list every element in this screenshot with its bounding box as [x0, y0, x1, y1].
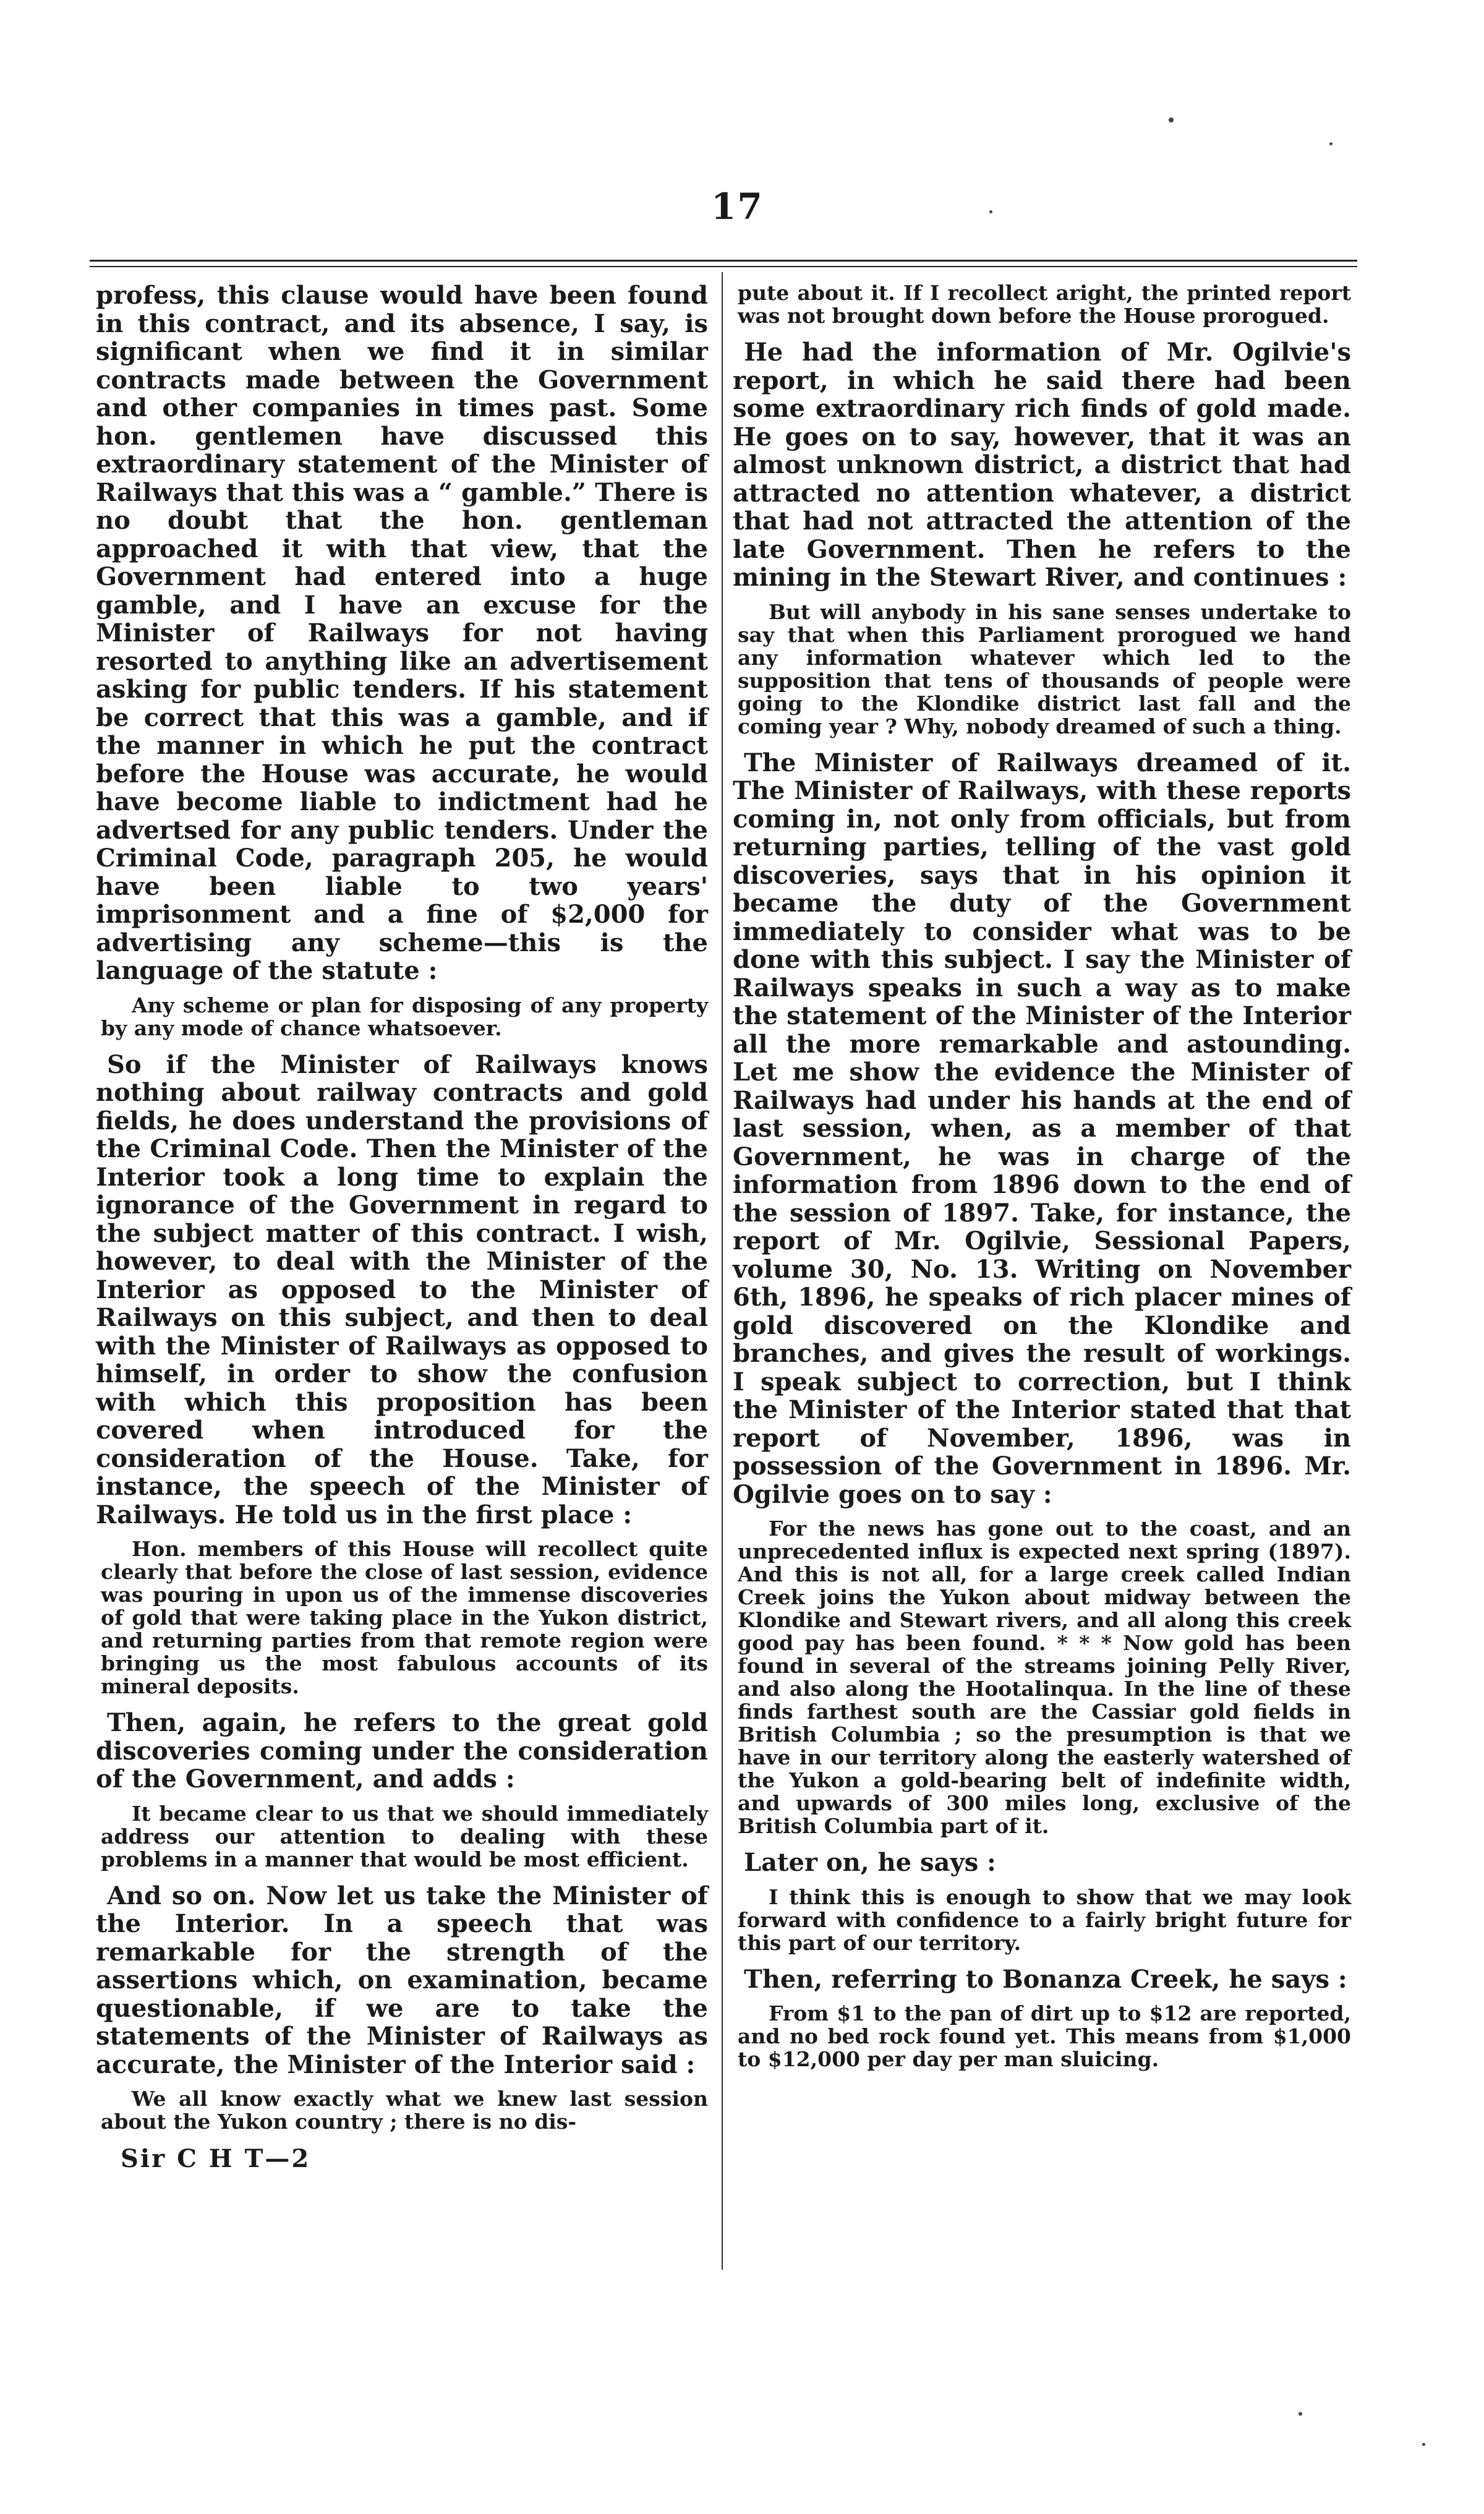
- left-quote-3: It became clear to us that we should immediately address our attention to dealing with these problems in a manner that would be most efficient.: [101, 1801, 708, 1871]
- left-quote-2: Hon. members of this House will recollect quite clearly that before the close of last session, evidence was pouring in upon us of the immense discoveries of gold that were taking place in the Yukon district, and returning parties from that remote region were bringing us the most fabulous accounts of its mineral deposits.: [101, 1537, 708, 1698]
- right-quote-1: pute about it. If I recollect aright, the printed report was not brought down before the House prorogued.: [738, 281, 1351, 328]
- print-speck: [1422, 2443, 1425, 2446]
- left-paragraph-1: profess, this clause would have been found in this contract, and its absence, I say, is significant when we find it in similar contracts made between the Government and other companies in times past. Some hon. gentlemen have discussed this extraordinary statement of the Minister of Railways that this was a “ gamble.” There is no doubt that the hon. gentleman approached it with that view, that the Government had entered into a huge gamble, and I have an excuse for the Minister of Railways for not having resorted to anything like an advertisement asking for public tenders. If his statement be correct that this was a gamble, and if the manner in which he put the contract before the House was accurate, he would have become liable to indictment had he advertsed for any public tenders. Under the Criminal Code, paragraph 205, he would have been liable to two years' imprisonment and a fine of $2,000 for advertising any scheme—this is the language of the statute :: [96, 281, 708, 985]
- right-paragraph-1: He had the information of Mr. Ogilvie's report, in which he said there had been some extraordinary rich finds of gold made. He goes on to say, however, that it was an almost unknown district, a district that had attracted no attention whatever, a district that had not attracted the attention of the late Government. Then he refers to the mining in the Stewart River, and continues :: [733, 338, 1351, 592]
- left-paragraph-2: So if the Minister of Railways knows nothing about railway contracts and gold fields, he does understand the provisions of the Criminal Code. Then the Minister of the Interior took a long time to explain the ignorance of the Government in regard to the subject matter of this contract. I wish, however, to deal with the Minister of the Interior as opposed to the Minister of Railways on this subject, and then to deal with the Minister of Railways as opposed to himself, in order to show the confusion with which this proposition has been covered when introduced for the consideration of the House. Take, for instance, the speech of the Minister of Railways. He told us in the first place :: [96, 1050, 708, 1529]
- right-paragraph-2: The Minister of Railways dreamed of it. The Minister of Railways, with these reports coming in, not only from officials, but from returning parties, telling of the vast gold discoveries, says that in his opinion it became the duty of the Government immediately to consider what was to be done with this subject. I say the Minister of Railways speaks in such a way as to make the statement of the Minister of the Interior all the more remarkable and astounding. Let me show the evidence the Minister of Railways had under his hands at the end of last session, when, as a member of that Government, he was in charge of the information from 1896 down to the end of the session of 1897. Take, for instance, the report of Mr. Ogilvie, Sessional Papers, volume 30, No. 13. Writing on November 6th, 1896, he speaks of rich placer mines of gold discovered on the Klondike and branches, and gives the result of workings. I speak subject to correction, but I think the Minister of the Interior stated that that report of November, 1896, was in possession of the Government in 1896. Mr. Ogilvie goes on to say :: [733, 748, 1351, 1509]
- header-rule-top: [90, 260, 1357, 262]
- right-quote-3: For the news has gone out to the coast, and an unprecedented influx is expected next spring (1897). And this is not all, for a large creek called Indian Creek joins the Yukon about midway between the Klondike and Stewart rivers, and all along this creek good pay has been found. * * * Now gold has been found in several of the streams joining Pelly River, and also along the Hootalinqua. In the line of these finds farthest south are the Cassiar gold fields in British Columbia ; so the presumption is that we have in our territory along the easterly watershed of the Yukon a gold-bearing belt of indefinite width, and upwards of 300 miles long, exclusive of the British Columbia part of it.: [738, 1516, 1351, 1838]
- print-speck: [1169, 118, 1174, 122]
- left-quote-1: Any scheme or plan for disposing of any property by any mode of chance whatsoever.: [101, 993, 708, 1040]
- right-quote-5: From $1 to the pan of dirt up to $12 are reported, and no bed rock found yet. This means from $1,000 to $12,000 per day per man sluicing.: [738, 2001, 1351, 2071]
- print-speck: [989, 210, 992, 213]
- page-number: 17: [711, 186, 764, 228]
- right-quote-4: I think this is enough to show that we may look forward with confidence to a fairly bright future for this part of our territory.: [738, 1884, 1351, 1955]
- left-paragraph-3: Then, again, he refers to the great gold discoveries coming under the consideration of the Government, and adds :: [96, 1708, 708, 1794]
- print-speck: [1329, 142, 1333, 145]
- left-quote-4: We all know exactly what we knew last session about the Yukon country ; there is no dis-: [101, 2087, 708, 2134]
- print-speck: [1298, 2412, 1302, 2416]
- right-paragraph-3: Later on, he says :: [744, 1848, 996, 1877]
- right-quote-2: But will anybody in his sane senses undertake to say that when this Parliament prorogued we hand any information whatever which led to the supposition that tens of thousands of people were going to the Klondike district last fall and the coming year ? Why, nobody dreamed of such a thing.: [738, 599, 1351, 738]
- left-column: [96, 281, 708, 2173]
- right-paragraph-4: Then, referring to Bonanza Creek, he says :: [744, 1964, 1347, 1994]
- column-divider: [722, 272, 723, 2270]
- left-paragraph-4: And so on. Now let us take the Minister of the Interior. In a speech that was remarkable for the strength of the assertions which, on examination, became questionable, if we are to take the statements of the Minister of Railways as accurate, the Minister of the Interior said :: [96, 1881, 708, 2079]
- header-rule-bottom: [90, 266, 1357, 267]
- signature-mark: Sir C H T—2: [121, 2144, 311, 2173]
- right-column: [733, 281, 1351, 2082]
